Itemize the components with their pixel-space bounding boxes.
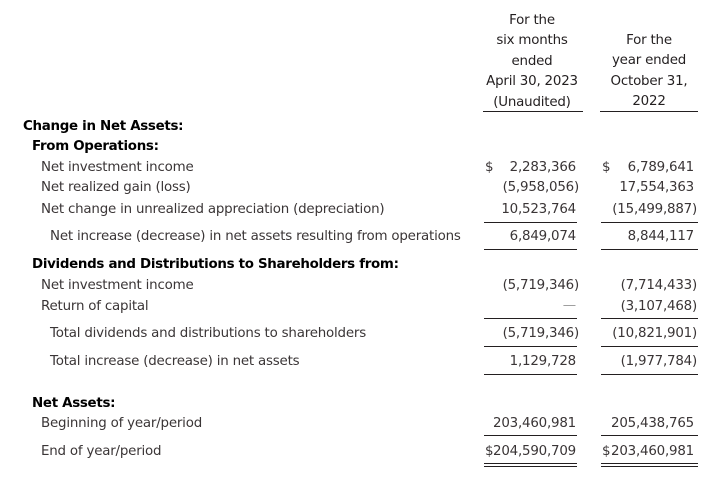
value-col2: (3,107,468) — [620, 299, 697, 314]
value-col1: — — [562, 298, 576, 313]
value-col1: (5,958,056) — [502, 180, 579, 195]
column-header-year-ended — [598, 31, 700, 113]
row-label: Return of capital — [41, 299, 149, 314]
subtotal-rule-col1 — [484, 222, 577, 223]
total-rule-col2 — [601, 249, 698, 250]
header-underline-col1 — [483, 111, 583, 112]
total-rule-col1 — [484, 374, 577, 375]
row-label: Total increase (decrease) in net assets — [50, 354, 300, 369]
value-col2: 6,789,641 — [627, 160, 694, 175]
value-col1: (5,719,346) — [502, 326, 579, 341]
value-col2: 203,460,981 — [611, 444, 694, 459]
currency-symbol: $ — [602, 444, 611, 459]
value-col1: (5,719,346) — [502, 278, 579, 293]
grand-total-double-rule-col2 — [601, 463, 698, 467]
value-col2: 8,844,117 — [627, 229, 694, 244]
subtotal-rule-col1 — [484, 435, 577, 436]
header-line: October 31, — [610, 73, 688, 89]
value-col2: (10,821,901) — [612, 326, 697, 341]
section-dividends-distributions: Dividends and Distributions to Shareholders from: — [32, 257, 399, 272]
row-label: Net realized gain (loss) — [41, 180, 191, 195]
value-col2: (15,499,887) — [612, 202, 697, 217]
header-line: 2022 — [632, 94, 666, 110]
header-line: For the — [626, 33, 672, 48]
value-col2: 17,554,363 — [619, 180, 694, 195]
row-label: Net investment income — [41, 278, 194, 293]
row-label: Net investment income — [41, 160, 194, 175]
section-net-assets: Net Assets: — [32, 396, 116, 411]
row-label: Net increase (decrease) in net assets resulting from operations — [50, 229, 461, 244]
header-line: six months — [496, 33, 568, 49]
row-label: Net change in unrealized appreciation (depreciation) — [41, 202, 385, 217]
currency-symbol: $ — [485, 160, 494, 175]
header-line: year ended — [611, 53, 687, 69]
value-col2: (1,977,784) — [620, 354, 697, 369]
subtotal-rule-col1 — [484, 318, 577, 319]
value-col2: (7,714,433) — [620, 278, 697, 293]
currency-symbol: $ — [602, 160, 611, 175]
value-col1: 6,849,074 — [509, 229, 576, 244]
subtotal-rule-col2 — [601, 435, 698, 436]
value-col1: 1,129,728 — [509, 354, 576, 369]
total-rule-col1 — [484, 346, 577, 347]
section-from-operations: From Operations: — [32, 139, 159, 154]
header-line: April 30, 2023 — [486, 74, 578, 90]
row-label: End of year/period — [41, 444, 162, 459]
currency-symbol: $ — [485, 444, 494, 459]
subtotal-rule-col2 — [601, 222, 698, 223]
value-col1: 203,460,981 — [493, 416, 576, 431]
header-underline-col2 — [600, 111, 698, 112]
grand-total-double-rule-col1 — [484, 463, 577, 467]
header-line: (Unaudited) — [493, 94, 571, 110]
subtotal-rule-col2 — [601, 318, 698, 319]
total-rule-col1 — [484, 249, 577, 250]
total-rule-col2 — [601, 346, 698, 347]
value-col1: 204,590,709 — [493, 444, 576, 459]
value-col1: 2,283,366 — [509, 160, 576, 175]
section-change-in-net-assets: Change in Net Assets: — [23, 119, 184, 134]
value-col2: 205,438,765 — [611, 416, 694, 431]
header-line: For the — [509, 13, 555, 28]
value-col1: 10,523,764 — [501, 202, 576, 217]
row-label: Beginning of year/period — [41, 416, 202, 431]
total-rule-col2 — [601, 374, 698, 375]
row-label: Total dividends and distributions to shareholders — [50, 326, 366, 341]
column-header-six-months — [480, 11, 584, 113]
header-line: ended — [511, 53, 553, 69]
